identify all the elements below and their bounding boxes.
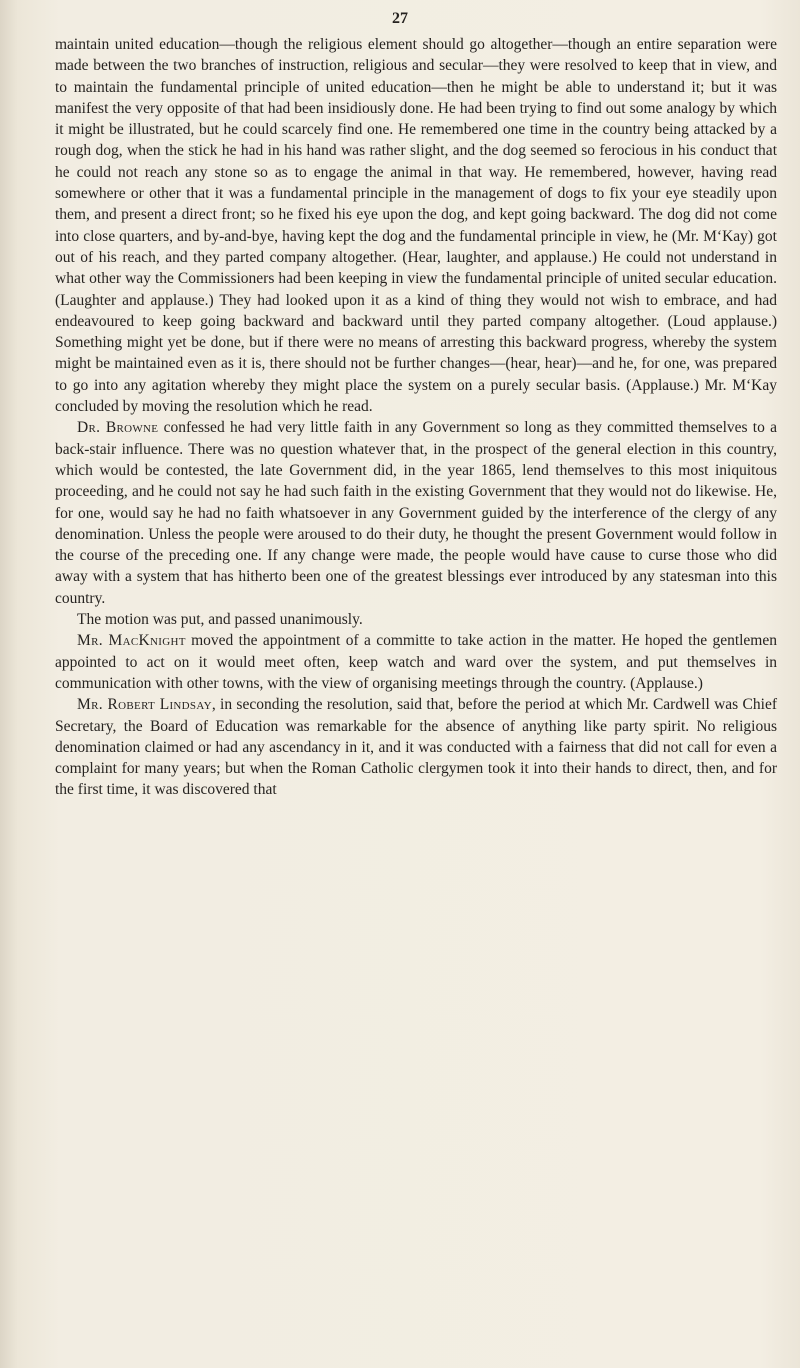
speaker-name: Mr. MacKnight <box>77 632 186 650</box>
page-number: 27 <box>392 10 408 27</box>
paragraph-text: , in seconding the resolution, said that, before the period at which Mr. Cardwell was Chief Secretary, the Board of Education was remarkable for the absence of anything like party spirit. No religious denomination claimed or had any ascendancy in it, and it was conducted with a fairness that did not call for even a complaint for many years; but when the Roman Catholic clergymen took it into their hands to direct, then, and for the first time, it was discovered that <box>55 696 777 799</box>
paragraph <box>55 417 777 609</box>
paragraph-text: The motion was put, and passed unanimously. <box>77 611 363 629</box>
speaker-name: Mr. Robert Lindsay <box>77 696 212 714</box>
paragraph-text: moved the appointment of a committe to take action in the matter. He hoped the gentlemen appointed to act on it would meet often, keep watch and ward over the system, and put themselves in communication with other towns, with the view of organising meetings through the country. (Applause.) <box>55 632 777 692</box>
speaker-name: Dr. Browne <box>77 419 159 437</box>
paragraph <box>55 694 777 800</box>
body-text <box>55 34 777 801</box>
paragraph <box>55 609 777 630</box>
paragraph-text: maintain united education—though the religious element should go altogether—though an entire separation were made between the two branches of instruction, religious and secular—they were resolved to keep that in view, and to maintain the fundamental principle of united education—then he might be able to understand it; but it was manifest the very opposite of that had been insidiously done. He had been trying to find out some analogy by which it might be illustrated, but he could scarcely find one. He remembered one time in the country being attacked by a rough dog, when the stick he had in his hand was rather slight, and the dog seemed so ferocious in his conduct that he could not reach any stone so as to engage the animal in that way. He remembered, however, having read somewhere or other that it was a fundamental principle in the management of dogs to fix your eye steadily upon them, and present a direct front; so he fixed his eye upon the dog, and kept going backward. The dog did not come into close quarters, and by-and-bye, having kept the dog and the fundamental principle in view, he (Mr. M‘Kay) got out of his reach, and they parted company altogether. (Hear, laughter, and applause.) He could not understand in what other way the Commissioners had been keeping in view the fundamental principle of united secular education. (Laughter and applause.) They had looked upon it as a kind of thing they would not wish to embrace, and had endeavoured to keep going backward and backward until they parted company altogether. (Loud applause.) Something might yet be done, but if there were no means of arresting this backward progress, whereby the system might be maintained even as it is, there should not be further changes—(hear, hear)—and he, for one, was prepared to go into any agitation whereby they might place the system on a purely secular basis. (Applause.) Mr. M‘Kay concluded by moving the resolution which he read. <box>55 36 777 416</box>
paragraph <box>55 630 777 694</box>
paragraph <box>55 34 777 417</box>
paragraph-text: confessed he had very little faith in any Government so long as they committed themselves to a back-stair influence. There was no question whatever that, in the prospect of the general election in this country, which would be contested, the late Government did, in the year 1865, lend themselves to this most iniquitous proceeding, and he could not say he had such faith in the existing Government that they would not do likewise. He, for one, would say he had no faith whatsoever in any Government guided by the interference of the clergy of any denomination. Unless the people were aroused to do their duty, he thought the present Government would follow in the course of the preceding one. If any change were made, the people would have cause to curse those who did away with a system that has hitherto been one of the greatest blessings ever introduced by any statesman into this country. <box>55 419 777 607</box>
